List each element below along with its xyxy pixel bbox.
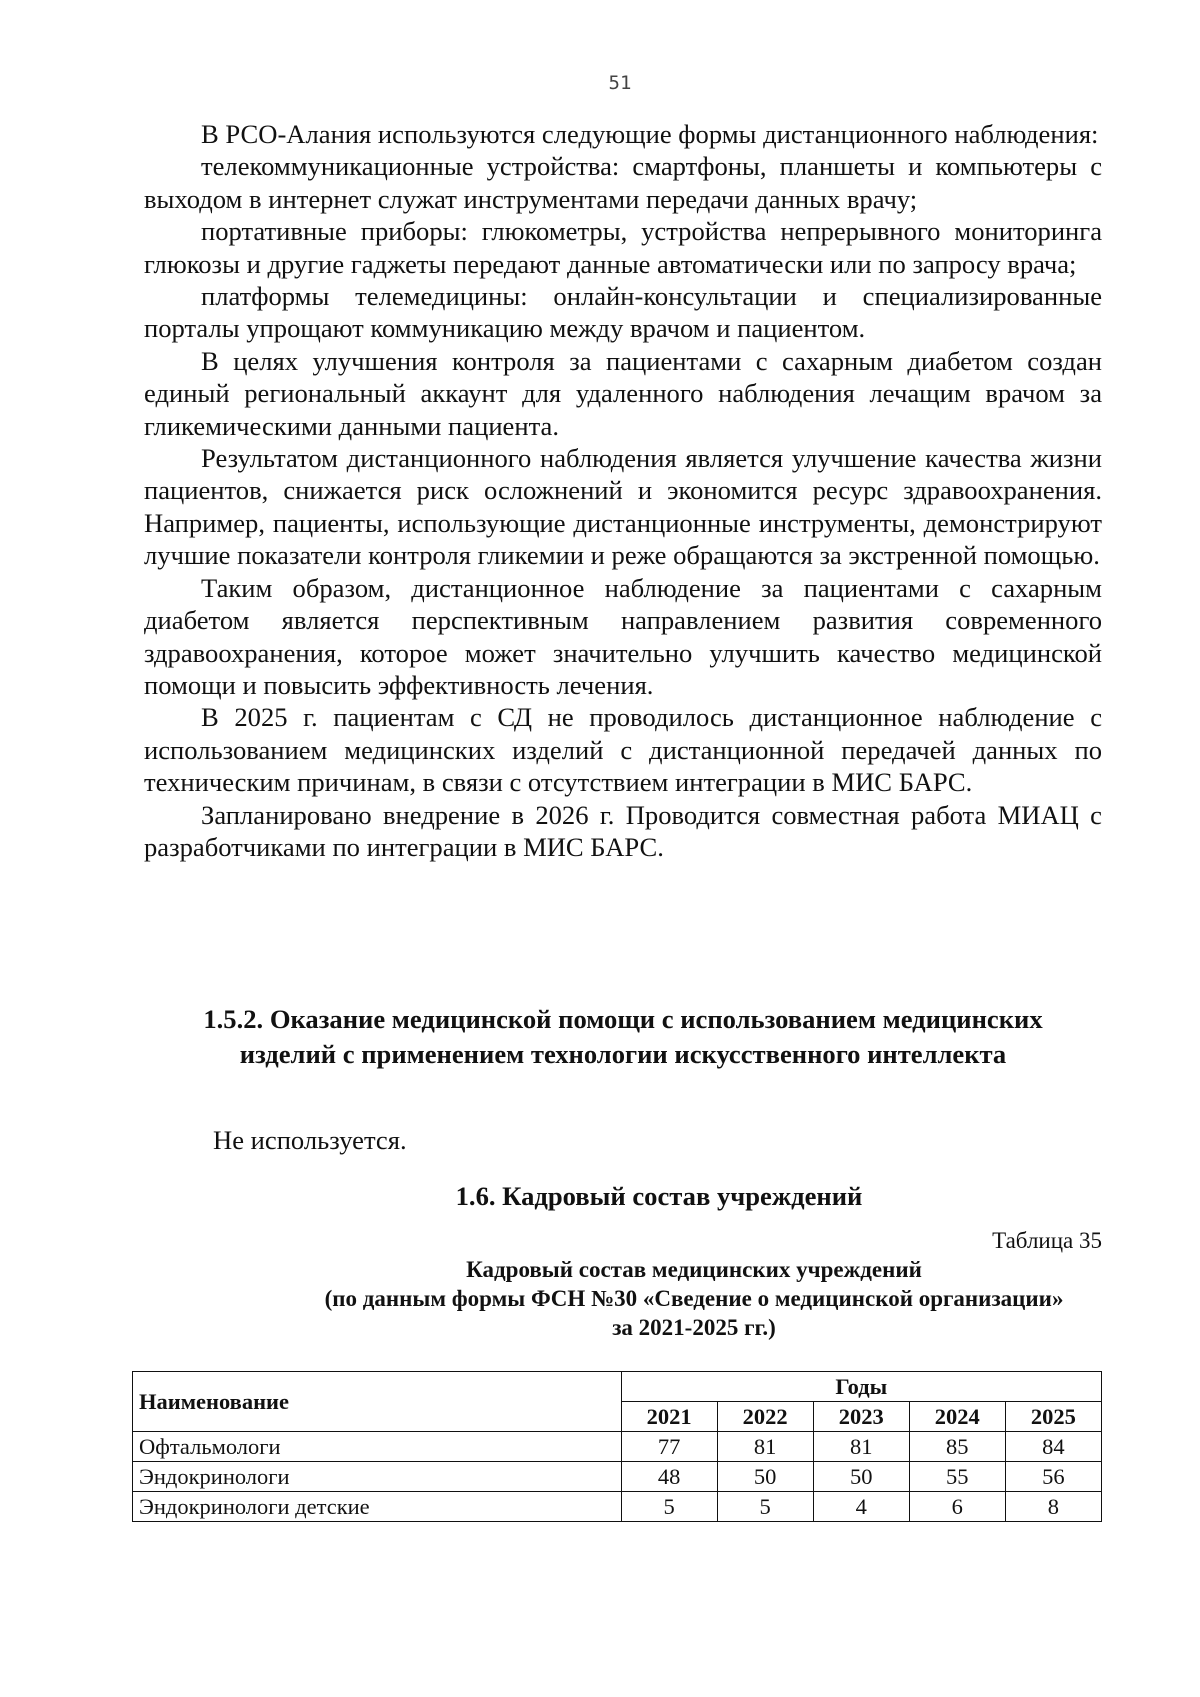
- column-header-year: 2025: [1005, 1402, 1101, 1432]
- column-header-year: 2024: [909, 1402, 1005, 1432]
- table-cell: 5: [717, 1492, 813, 1522]
- section-heading-1-6: 1.6. Кадровый состав учреждений: [455, 1181, 863, 1211]
- table-caption-line: за 2021-2025 гг.): [612, 1315, 776, 1340]
- table-cell: 84: [1005, 1432, 1101, 1462]
- table-cell: 48: [621, 1462, 717, 1492]
- table-header-row: [133, 1372, 1102, 1402]
- table-cell: 4: [813, 1492, 909, 1522]
- table-number-label: Таблица 35: [992, 1228, 1102, 1253]
- table-cell-name: Эндокринологи: [133, 1462, 622, 1492]
- table-caption: [144, 1255, 1200, 1342]
- paragraph: В 2025 г. пациентам с СД не проводилось дистанционное наблюдение с использованием медицинских изделий с дистанционной передачей данных по техническим причинам, в связи с отсутствием интеграции в МИС БАРС.: [144, 702, 1102, 798]
- table-cell: 8: [1005, 1492, 1101, 1522]
- paragraph: В целях улучшения контроля за пациентами с сахарным диабетом создан единый региональный аккаунт для удаленного наблюдения лечащим врачом за гликемическими данными пациента.: [144, 345, 1102, 441]
- column-header-year: 2022: [717, 1402, 813, 1432]
- column-header-years: Годы: [621, 1372, 1101, 1402]
- table-cell: 55: [909, 1462, 1005, 1492]
- table-cell: 50: [813, 1462, 909, 1492]
- table-row: [133, 1492, 1102, 1522]
- column-header-name: Наименование: [133, 1372, 622, 1432]
- paragraph: Запланировано внедрение в 2026 г. Проводится совместная работа МИАЦ с разработчиками по интеграции в МИС БАРС.: [144, 799, 1102, 862]
- column-header-year: 2021: [621, 1402, 717, 1432]
- table-row: [133, 1462, 1102, 1492]
- table-cell-name: Офтальмологи: [133, 1432, 622, 1462]
- table-cell: 77: [621, 1432, 717, 1462]
- page-number: 51: [608, 72, 632, 94]
- paragraph: Таким образом, дистанционное наблюдение за пациентами с сахарным диабетом является перспективным направлением развития современного здравоохранения, которое может значительно улучшить качество медицинской помощи и повысить эффективность лечения.: [144, 572, 1102, 700]
- table-cell: 81: [813, 1432, 909, 1462]
- table-cell-name: Эндокринологи детские: [133, 1492, 622, 1522]
- table-caption-line: Кадровый состав медицинских учреждений: [466, 1257, 922, 1282]
- table-cell: 50: [717, 1462, 813, 1492]
- table-caption-line: (по данным формы ФСН №30 «Сведение о медицинской организации»: [324, 1286, 1064, 1311]
- section-text-1-5-2: Не используется.: [213, 1125, 407, 1155]
- table-cell: 6: [909, 1492, 1005, 1522]
- paragraph: телекоммуникационные устройства: смартфоны, планшеты и компьютеры с выходом в интернет служат инструментами передачи данных врачу;: [144, 151, 1102, 214]
- section-heading-1-5-2: 1.5.2. Оказание медицинской помощи с использованием медицинских изделий с применением технологии искусственного интеллекта: [203, 1004, 1043, 1069]
- paragraph: платформы телемедицины: онлайн-консультации и специализированные порталы упрощают коммуникацию между врачом и пациентом.: [144, 281, 1102, 344]
- column-header-year: 2023: [813, 1402, 909, 1432]
- table-cell: 81: [717, 1432, 813, 1462]
- paragraph: Результатом дистанционного наблюдения является улучшение качества жизни пациентов, снижается риск осложнений и экономится ресурс здравоохранения. Например, пациенты, использующие дистанционные инструменты, демонстрируют лучшие показатели контроля гликемии и реже обращаются за экстренной помощью.: [144, 443, 1102, 571]
- table-cell: 5: [621, 1492, 717, 1522]
- staff-table: [132, 1371, 1102, 1522]
- table-cell: 85: [909, 1432, 1005, 1462]
- table-cell: 56: [1005, 1462, 1101, 1492]
- body-text: [144, 118, 1102, 863]
- table-row: [133, 1432, 1102, 1462]
- paragraph: портативные приборы: глюкометры, устройства непрерывного мониторинга глюкозы и другие гаджеты передают данные автоматически или по запросу врача;: [144, 216, 1102, 279]
- paragraph: В РСО-Алания используются следующие формы дистанционного наблюдения:: [201, 119, 1099, 149]
